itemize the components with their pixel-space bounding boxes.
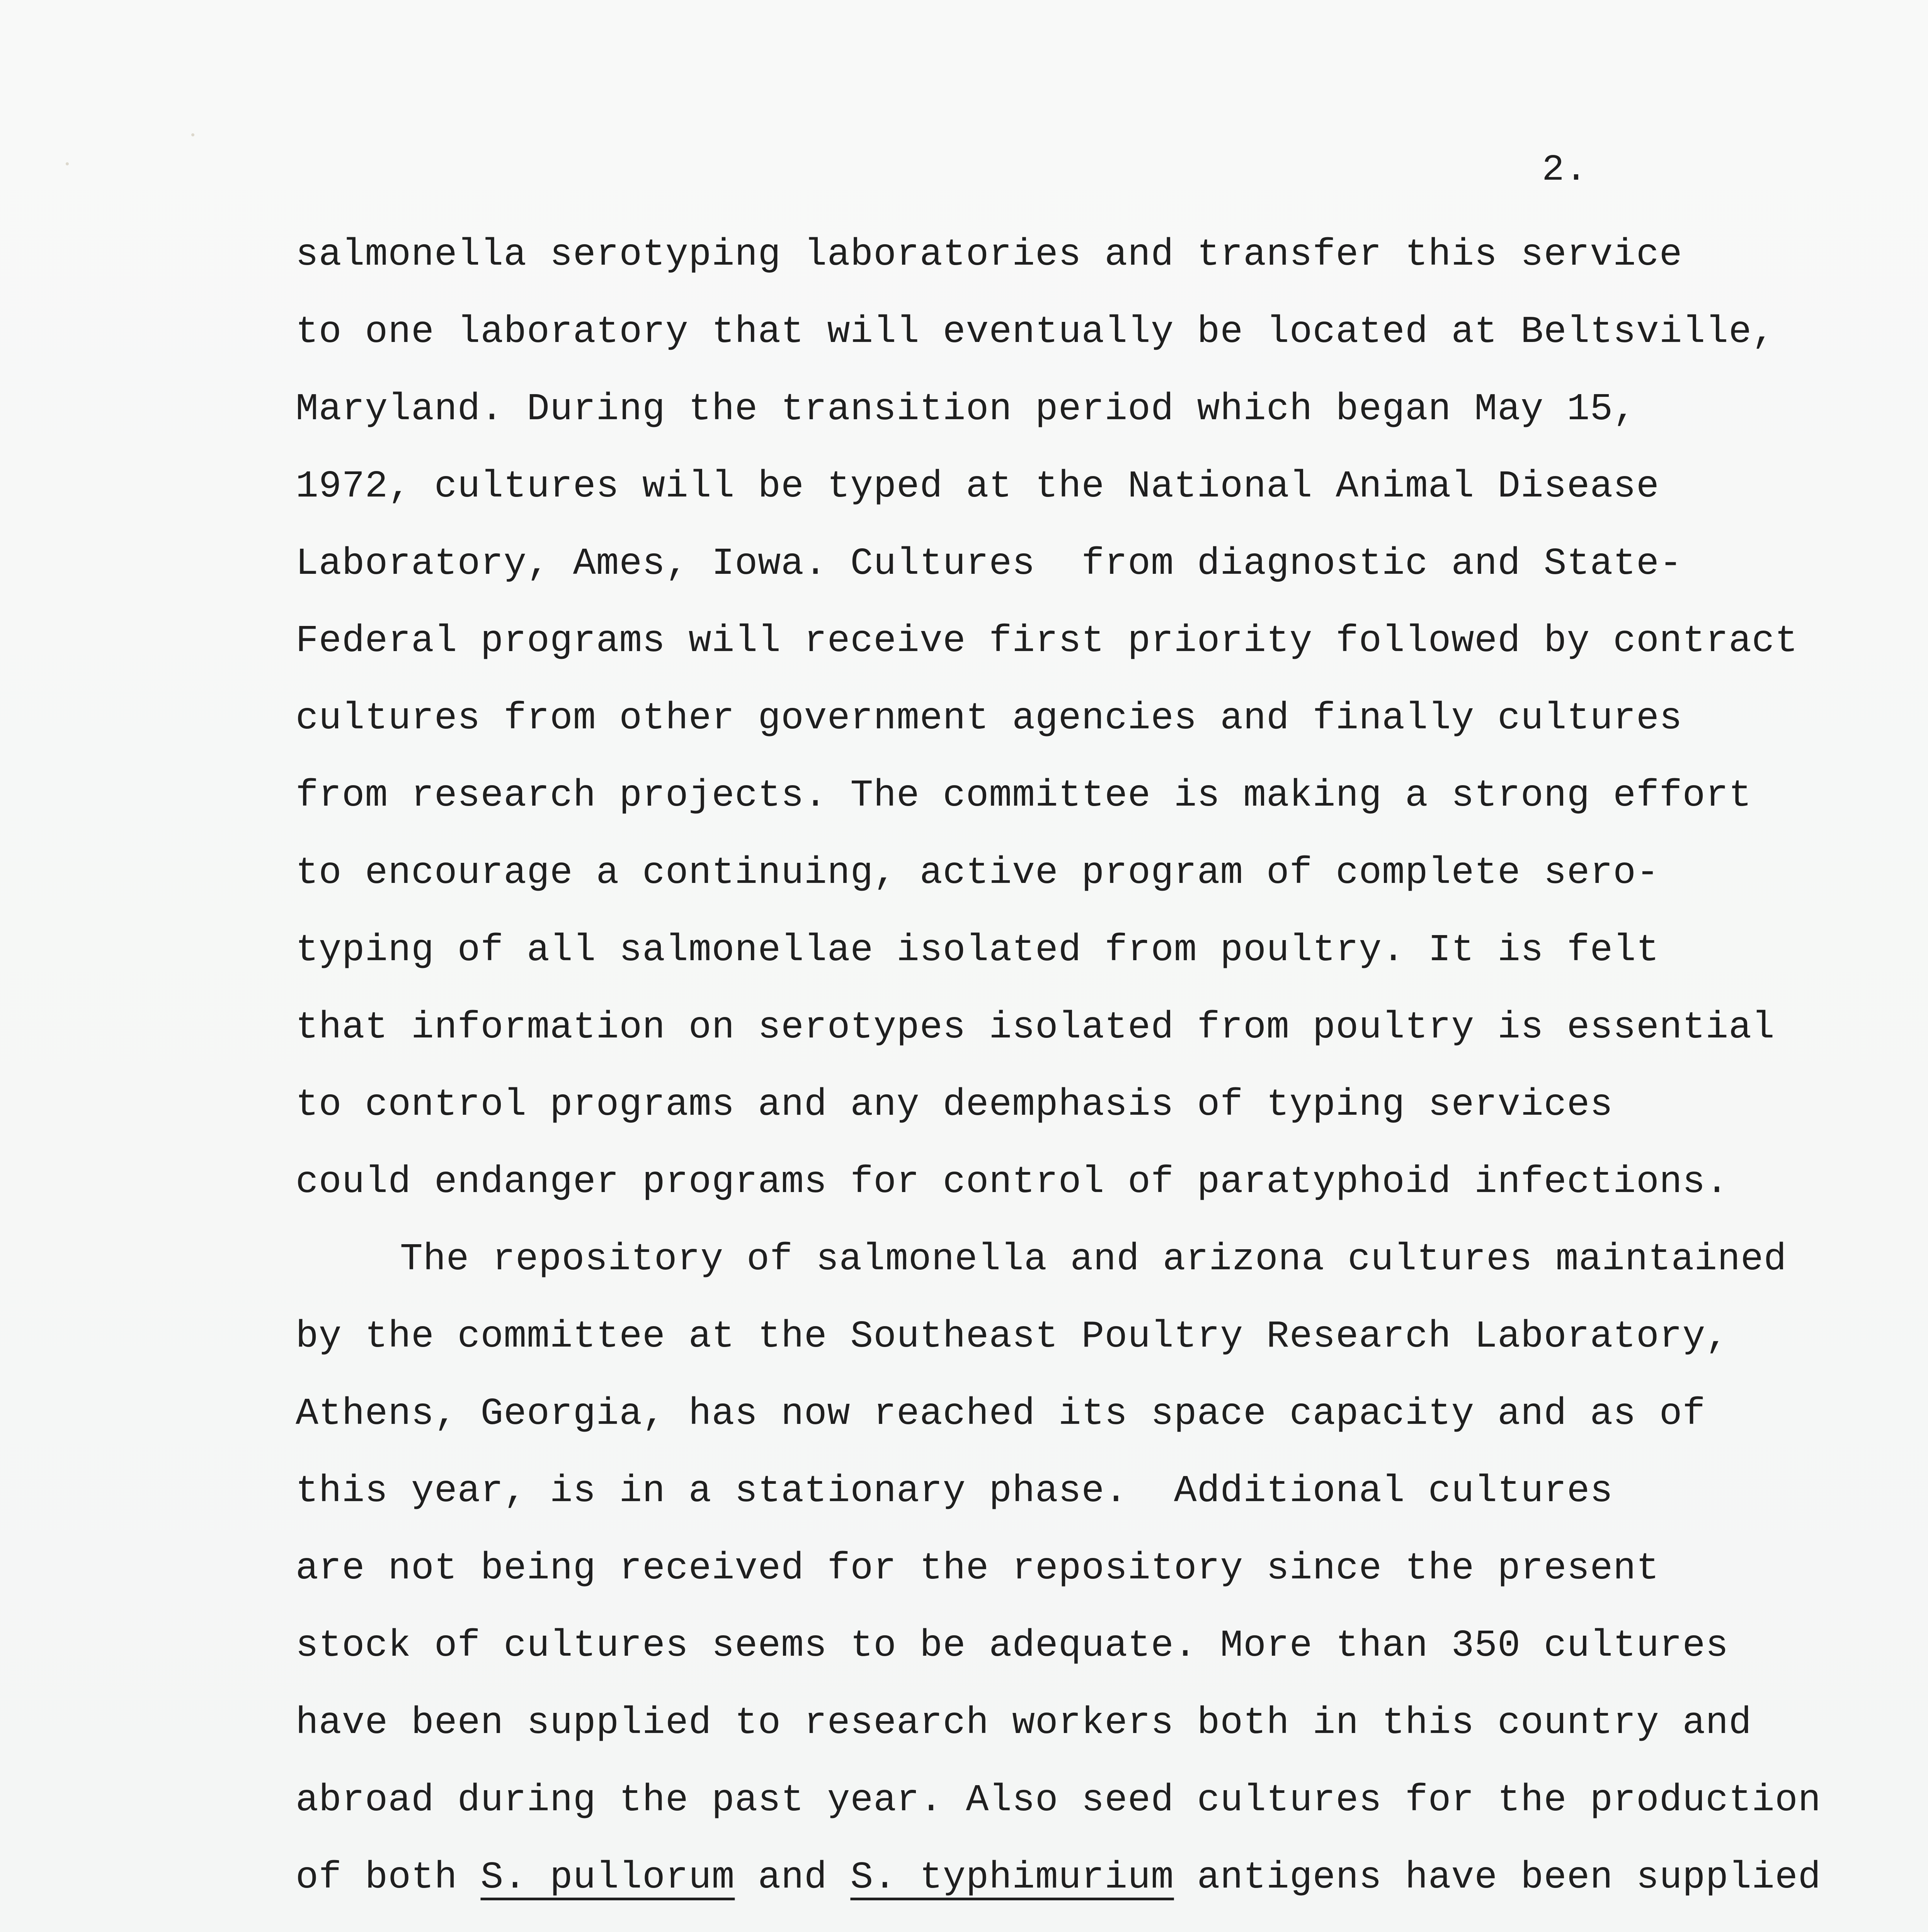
text-line: from research projects. The committee is making a strong effort	[296, 774, 1752, 817]
text-line: Athens, Georgia, has now reached its space capacity and as of	[296, 1393, 1706, 1435]
antigen-line-connector: and	[735, 1856, 851, 1899]
antigen-line-prefix: of both	[296, 1856, 481, 1899]
text-line: to one laboratory that will eventually be located at Beltsville,	[296, 311, 1775, 354]
text-line: this year, is in a stationary phase. Additional cultures	[296, 1470, 1613, 1513]
text-line: abroad during the past year. Also seed cultures for the production	[296, 1779, 1821, 1822]
text-line: typing of all salmonellae isolated from poultry. It is felt	[296, 929, 1659, 972]
text-line: to encourage a continuing, active program of complete sero-	[296, 852, 1659, 895]
text-line: to control programs and any deemphasis of typing services	[296, 1083, 1613, 1126]
text-line: Maryland. During the transition period which began May 15,	[296, 388, 1636, 431]
text-line: stock of cultures seems to be adequate. More than 350 cultures	[296, 1624, 1729, 1667]
text-line: Laboratory, Ames, Iowa. Cultures from diagnostic and State-	[296, 543, 1683, 585]
text-line: Federal programs will receive first priority followed by contract	[296, 620, 1798, 663]
text-line: could endanger programs for control of paratyphoid infections.	[296, 1161, 1729, 1204]
antigen-line-suffix: antigens have been supplied	[1174, 1856, 1821, 1899]
text-line: cultures from other government agencies and finally cultures	[296, 697, 1683, 740]
text-line: that information on serotypes isolated from poultry is essential	[296, 1006, 1775, 1049]
page-number: 2.	[1542, 149, 1588, 191]
text-line: salmonella serotyping laboratories and transfer this service	[296, 233, 1683, 276]
species-typhimurium: S. typhimurium	[850, 1856, 1174, 1899]
text-line: have been supplied to research workers both in this country and	[296, 1702, 1752, 1745]
text-line: by the committee at the Southeast Poultry Research Laboratory,	[296, 1315, 1729, 1358]
antigen-line	[296, 1855, 1821, 1901]
paper-speck	[191, 133, 194, 136]
species-pullorum: S. pullorum	[480, 1856, 735, 1899]
paragraph-start-line: The repository of salmonella and arizona cultures maintained	[400, 1238, 1787, 1281]
text-line: 1972, cultures will be typed at the National Animal Disease	[296, 465, 1659, 508]
paper-speck	[66, 162, 69, 165]
text-line: are not being received for the repository since the present	[296, 1547, 1659, 1590]
